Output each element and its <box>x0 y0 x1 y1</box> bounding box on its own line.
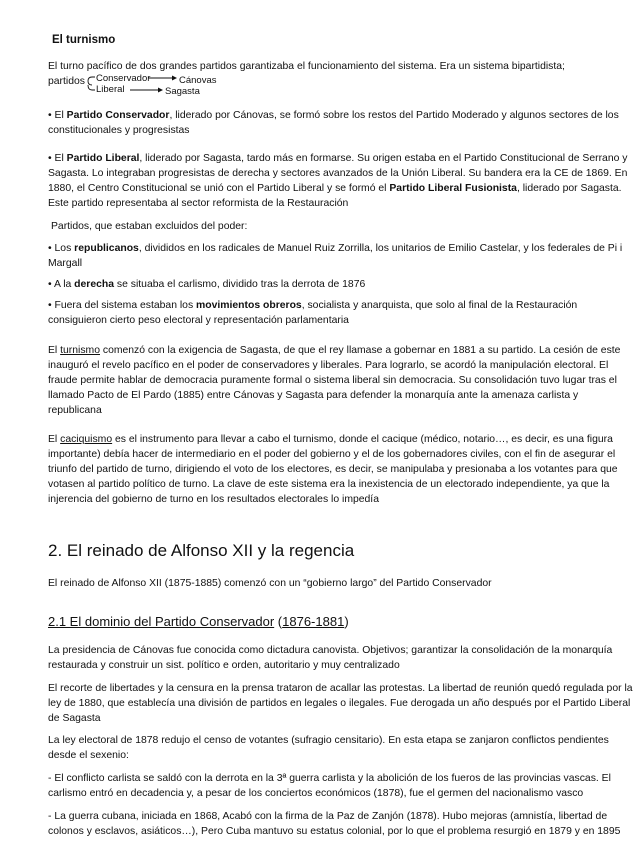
diagram-sagasta: Sagasta <box>165 86 200 97</box>
heading-el-turnismo: El turnismo <box>52 34 116 46</box>
movimientos-obreros-paragraph: • Fuera del sistema estaban los movimientos obreros, socialista y anarquista, que solo al final de la Restauración consiguieron cierto peso electoral y representación parlamentaria <box>48 300 578 326</box>
section-2-1-title: 2.1 El dominio del Partido Conservador (1876-1881) <box>48 614 349 629</box>
partido-liberal-paragraph: • El Partido Liberal, liderado por Sagasta, tardo más en formarse. Su origen estaba en el Partido Constitucional de Serrano y Sagasta. Lo integraban progresistas de derecha y sectores avanzados de la Unión Liberal. Su bandera era la CE de 1869. En 1880, el Centro Constitucional se unió con el Partido Liberal y se formó el Partido Liberal Fusionista, liderado por Sagasta. Este partido representaba al sector reformista de la Restauración <box>48 153 628 209</box>
derecha-term: derecha <box>74 279 115 290</box>
intro-paragraph: El turno pacífico de dos grandes partidos garantizaba el funcionamiento del sistema. Era un sistema bipartidista; <box>48 61 565 72</box>
diagram-canovas: Cánovas <box>179 75 217 86</box>
turnismo-paragraph: El turnismo comenzó con la exigencia de Sagasta, de que el rey llamase a gobernar en 1881 a su partido. La cesión de este inauguró el revelo pacífico en el poder de conservadores y liberales. Para lograrlo, se acordó la manipulación electoral. El fraude permite hablar de democracia puramente formal o sistema liberal sin democracia. Su consolidación tuvo lugar tras el llamado Pacto de El Pardo (1885) entre Cánovas y Sagasta para defender la monarquía ante la amenaza carlista y republicana <box>48 345 621 416</box>
canovas-paragraph: La presidencia de Cánovas fue conocida como dictadura canovista. Objetivos; garantizar la consolidación de la monarquía restaurada y construir un sist. político e orden, autoritario y muy centralizado <box>48 645 613 671</box>
partido-conservador-paragraph: • El Partido Conservador, liderado por Cánovas, se formó sobre los restos del Partido Moderado y algunos sectores de los constitucionales y progresistas <box>48 110 619 136</box>
diagram-partidos-label: partidos <box>48 76 85 87</box>
caciquismo-term: caciquismo <box>60 434 113 445</box>
ley-electoral-paragraph: La ley electoral de 1878 redujo el censo de votantes (sufragio censitario). En esta etapa se zanjaron conflictos pendientes desde el sexenio: <box>48 735 609 761</box>
excluidos-intro: Partidos, que estaban excluidos del poder: <box>51 221 248 232</box>
partidos-diagram <box>48 73 308 99</box>
derecha-paragraph: • A la derecha se situaba el carlismo, dividido tras la derrota de 1876 <box>48 279 366 290</box>
caciquismo-paragraph: El caciquismo es el instrumento para llevar a cabo el turnismo, donde el cacique (médico, notario…, es decir, es una figura importante) debía hacer de intermediario en el poder del gobierno y el de los gobernadores civiles, con el fin de asegurar el triunfo del partido de turno, dirigiendo el voto de los electores, es decir, se manipulaba y presionaba a los votantes para que votasen al partido político de turno. La clave de este sistema era la inexistencia de un electorado independiente, ya que la injerencia del gobierno de turno en los resultados electorales lo impedía <box>48 434 618 505</box>
section-2-intro: El reinado de Alfonso XII (1875-1885) comenzó con un “gobierno largo” del Partido Conservador <box>48 578 492 589</box>
diagram-liberal: Liberal <box>96 84 125 95</box>
diagram-conservador: Conservador <box>96 73 151 84</box>
partido-liberal-term: Partido Liberal <box>66 153 140 164</box>
section-2-title: 2. El reinado de Alfonso XII y la regencia <box>48 541 355 560</box>
conflicto-carlista-paragraph: - El conflicto carlista se saldó con la derrota en la 3ª guerra carlista y la abolición de los fueros de las provincias vascas. El carlismo entró en decadencia y, a pesar de los conciertos económicos (1878), fue el germen del nacionalismo vasco <box>48 773 611 799</box>
republicanos-term: republicanos <box>74 243 139 254</box>
partido-liberal-fusionista-term: Partido Liberal Fusionista <box>389 183 517 194</box>
movimientos-obreros-term: movimientos obreros <box>196 300 302 311</box>
recorte-paragraph: El recorte de libertades y la censura en la prensa trataron de acallar las protestas. La libertad de reunión quedó regulada por la ley de 1880, que establecía una división de partidos en legales o ilegales. Fue derogada un año después por el Partido Liberal de Sagasta <box>48 683 633 724</box>
turnismo-term: turnismo <box>60 345 100 356</box>
partido-conservador-term: Partido Conservador <box>66 110 170 121</box>
guerra-cubana-paragraph: - La guerra cubana, iniciada en 1868, Acabó con la firma de la Paz de Zanjón (1878). Hubo mejoras (amnistía, libertad de colonos y esclavos, asiáticos…), Pero Cuba mantuvo su estatus colonial, por lo que el problema resurgió en 1879 y en 1895 <box>48 811 621 837</box>
republicanos-paragraph: • Los republicanos, divididos en los radicales de Manuel Ruiz Zorrilla, los unitarios de Emilio Castelar, y los federales de Pi i Margall <box>48 243 623 269</box>
